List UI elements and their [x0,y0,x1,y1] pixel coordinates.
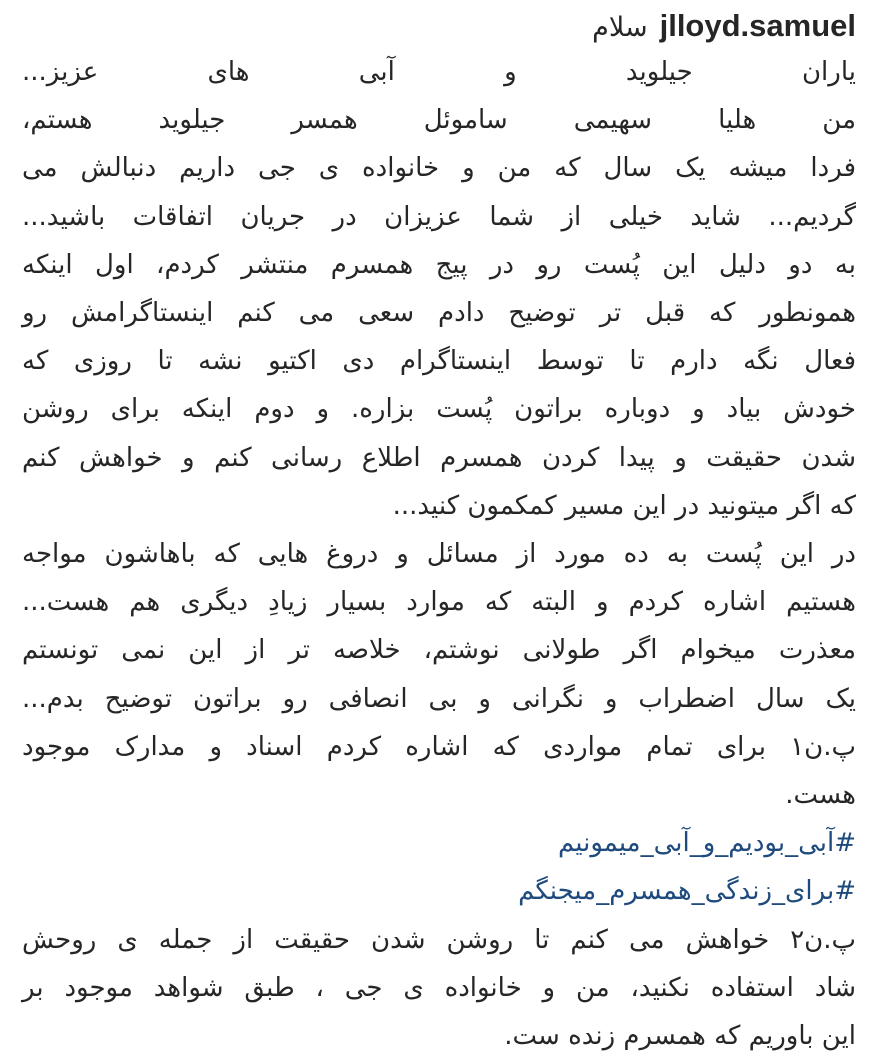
caption-line: پ.ن۱ برای تمام مواردی که اشاره کردم اسناد و مدارک موجود [22,731,856,762]
caption-line: همونطور که قبل تر توضیح دادم سعی می کنم اینستاگرامش رو [22,298,856,329]
caption-line: هستیم اشاره کردم و البته که موارد بسیار زیادِ دیگری هم هست... [22,587,856,618]
caption-line: من هلیا سهیمی ساموئل همسر جیلوید هستم، [22,105,856,136]
caption-line: فعال نگه دارم تا توسط اینستاگرام دی اکتیو نشه تا روزی که [22,346,856,377]
caption-line: یاران جیلوید و آبی های عزیز... [22,57,856,87]
caption-line: شاد استفاده نکنید، من و خانواده ی جی ، طبق شواهد موجود بر [22,972,856,1003]
caption-line: معذرت میخوام اگر طولانی نوشتم، خلاصه تر از این نمی تونستم [22,635,856,666]
caption-line: گردیم... شاید خیلی از شما عزیزان در جریان اتفاقات باشید... [22,201,856,232]
caption-line: هست. [785,780,856,811]
caption-line: پ.ن۲ خواهش می کنم تا روشن شدن حقیقت از جمله ی روحش [22,924,856,955]
caption-line: فردا میشه یک سال که من و خانواده ی جی داریم دنبالش می [22,153,856,184]
caption-line: یک سال اضطراب و نگرانی و بی انصافی رو براتون توضیح بدم... [22,683,856,714]
caption-header [22,0,856,48]
caption-line: شدن حقیقت و پیدا کردن همسرم اطلاع رسانی کنم و خواهش کنم [22,442,856,473]
caption-line: که اگر میتونید در این مسیر کمکمون کنید... [392,490,856,521]
caption-line: خودش بیاد و دوباره براتون پُست بزاره. و دوم اینکه برای روشن [22,394,856,425]
caption-line: به دو دلیل این پُست رو در پیج همسرم منتشر کردم، اول اینکه [22,249,856,280]
username-link[interactable]: jlloyd.samuel [659,8,856,43]
post-caption [22,0,856,1060]
hashtag-link[interactable]: #برای_زندگی_همسرم_میجنگم [518,876,856,907]
hashtag-link[interactable]: #آبی_بودیم_و_آبی_میمونیم [557,828,856,859]
greeting-text: سلام [592,12,648,43]
caption-line: در این پُست به ده مورد از مسائل و دروغ هایی که باهاشون مواجه [22,539,856,570]
caption-line: این باوریم که همسرم زنده ست. [504,1021,856,1052]
